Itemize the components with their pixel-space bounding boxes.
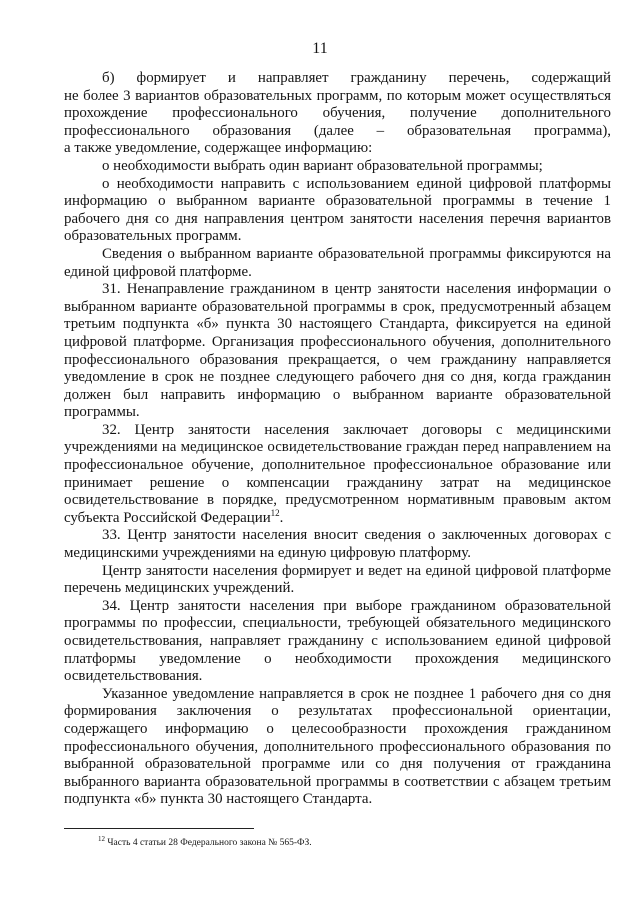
paragraph-30b [64, 70, 611, 158]
footnote [98, 834, 312, 848]
paragraph: Сведения о выбранном варианте образовательной программы фиксируются на единой цифровой платформе. [64, 245, 611, 280]
paragraph-32-text: 32. Центр занятости населения заключает договоры с медицинскими учреждениями на медицинское освидетельствование граждан перед направлением на профессиональное обучение, дополнительное профессиональное образование или принимает решение о компенсации гражданину затрат на медицинское освидетельствование в порядке, предусмотренном нормативным правовым актом субъекта Российской Федерации [64, 421, 611, 526]
text-line: не более 3 вариантов образовательных программ, по которым может осуществляться [64, 87, 611, 104]
text-line: прохождение профессионального обучения, получение дополнительного [64, 105, 611, 122]
paragraph-34: 34. Центр занятости населения при выборе гражданином образовательной программы по профессии, специальности, требующей обязательного медицинского освидетельствования, направляет гражданину с использованием единой цифровой платформы уведомление о необходимости прохождения медицинского освидетельствования. [64, 597, 611, 685]
document-body [64, 70, 611, 809]
footnote-reference[interactable]: 12 [270, 507, 280, 518]
text-line: а также уведомление, содержащее информацию: [64, 140, 373, 157]
paragraph-32-end: . [279, 509, 284, 526]
paragraph-33: 33. Центр занятости населения вносит сведения о заключенных договорах с медицинскими учреждениями на единую цифровую платформу. [64, 527, 611, 562]
paragraph-31: 31. Ненаправление гражданином в центр занятости населения информации о выбранном варианте образовательной программы в срок, предусмотренный абзацем третьим подпункта «б» пункта 30 настоящего Стандарта, фиксируется на единой цифровой платформе. Организация профессионального обучения, дополнительного профессионального образования прекращается, о чем гражданину направляется уведомление в срок не позднее следующего рабочего дня со дня, когда гражданин должен был направить информацию о выбранном варианте образовательной программы. [64, 281, 611, 421]
footnote-text: Часть 4 статьи 28 Федерального закона № 565-ФЗ. [107, 838, 312, 848]
text-line: б) формирует и направляет гражданину перечень, содержащий [102, 70, 611, 86]
paragraph: Указанное уведомление направляется в срок не позднее 1 рабочего дня со дня формирования заключения о результатах профессиональной ориентации, содержащего информацию о целесообразности прохождения гражданином профессионального обучения, дополнительного профессионального образования по выбранной образовательной программе или со дня получения от гражданина выбранного варианта образовательной программы в соответствии с абзацем третьим подпункта «б» пункта 30 настоящего Стандарта. [64, 685, 611, 808]
paragraph: о необходимости направить с использованием единой цифровой платформы информацию о выбранном варианте образовательной программы в течение 1 рабочего дня со дня направления центром занятости населения перечня вариантов образовательных программ. [64, 175, 611, 245]
footnote-divider [64, 828, 254, 829]
paragraph: о необходимости выбрать один вариант образовательной программы; [102, 157, 543, 174]
paragraph-32 [64, 422, 611, 528]
text-line: профессионального образования (далее – образовательная программа), [64, 122, 611, 139]
page-number: 11 [312, 40, 328, 57]
paragraph: Центр занятости населения формирует и ведет на единой цифровой платформе перечень медицинских учреждений. [64, 562, 611, 597]
footnote-marker: 12 [98, 834, 105, 843]
